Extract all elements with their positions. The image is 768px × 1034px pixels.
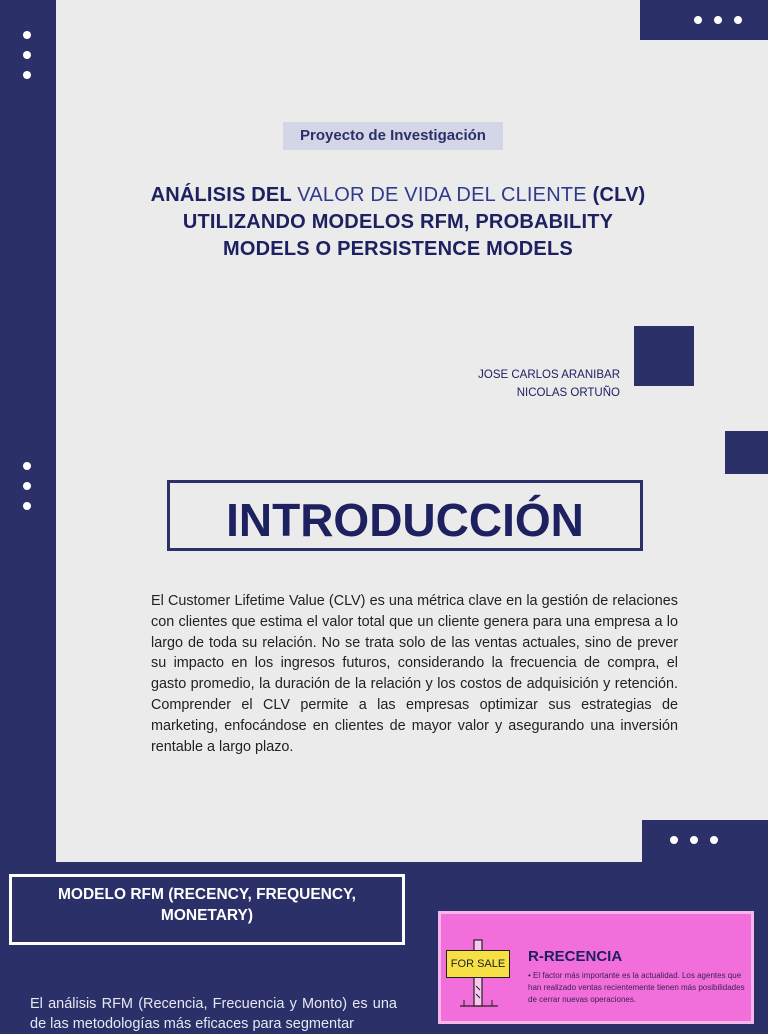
title-line-3: MODELS O PERSISTENCE MODELS [223, 238, 573, 260]
author-name: JOSE CARLOS ARANIBAR [478, 369, 620, 381]
authors [440, 366, 620, 402]
project-tag: Proyecto de Investigación [283, 122, 503, 150]
left-dots-top [0, 0, 56, 90]
rfm-heading [12, 884, 402, 926]
recency-title: R-RECENCIA [528, 948, 623, 965]
rfm-heading-line-2: MONETARY) [160, 907, 254, 924]
rfm-paragraph: El análisis RFM (Recencia, Frecuencia y Monto) es una de las metodologías más eficaces para segmentar [30, 996, 397, 1032]
dot-icon [23, 51, 31, 59]
for-sale-sign-label: FOR SALE [446, 950, 510, 978]
title-part-2: (CLV) [592, 184, 646, 206]
dot-icon [710, 836, 718, 844]
intro-heading: INTRODUCCIÓN [226, 494, 584, 546]
dot-icon [670, 836, 678, 844]
top-right-tab [640, 0, 768, 40]
title-part-1: ANÁLISIS DEL [150, 184, 292, 206]
decorative-square [634, 326, 694, 386]
title-line-1 [100, 182, 696, 209]
dot-icon [23, 462, 31, 470]
dot-icon [694, 16, 702, 24]
dot-icon [23, 482, 31, 490]
intro-paragraph: El Customer Lifetime Value (CLV) es una métrica clave en la gestión de relaciones con clientes que estima el valor total que un cliente genera para una empresa a lo largo de toda su relación. No se trata solo de las ventas actuales, sino de prever su impacto en los ingresos futuros, considerando la frecuencia de compra, el gasto promedio, la duración de la relación y los costos de adquisición y retención. Comprender el CLV permite a las empresas optimizar sus estrategias de marketing, enfocándose en clientes de mayor valor y asegurando una inversión rentable a largo plazo. [151, 593, 678, 755]
title-line-2: UTILIZANDO MODELOS RFM, PROBABILITY [182, 211, 614, 233]
dot-icon [714, 16, 722, 24]
dot-icon [23, 502, 31, 510]
title-highlight: VALOR DE VIDA DEL CLIENTE [297, 184, 587, 206]
document-title [100, 182, 696, 263]
author-name: NICOLAS ORTUÑO [516, 387, 620, 399]
dot-icon [690, 836, 698, 844]
dot-icon [23, 31, 31, 39]
rfm-heading-line-1: MODELO RFM (RECENCY, FREQUENCY, [58, 886, 356, 903]
dot-icon [23, 71, 31, 79]
left-dots-middle [0, 450, 56, 520]
dot-icon [734, 16, 742, 24]
bottom-right-tab [642, 820, 768, 862]
decorative-right-tab [725, 431, 768, 474]
recency-text: • El factor más importante es la actualidad. Los agentes que han realizado ventas recientemente tienen más posibilidades de cerrar nuevas operaciones. [528, 971, 745, 1004]
